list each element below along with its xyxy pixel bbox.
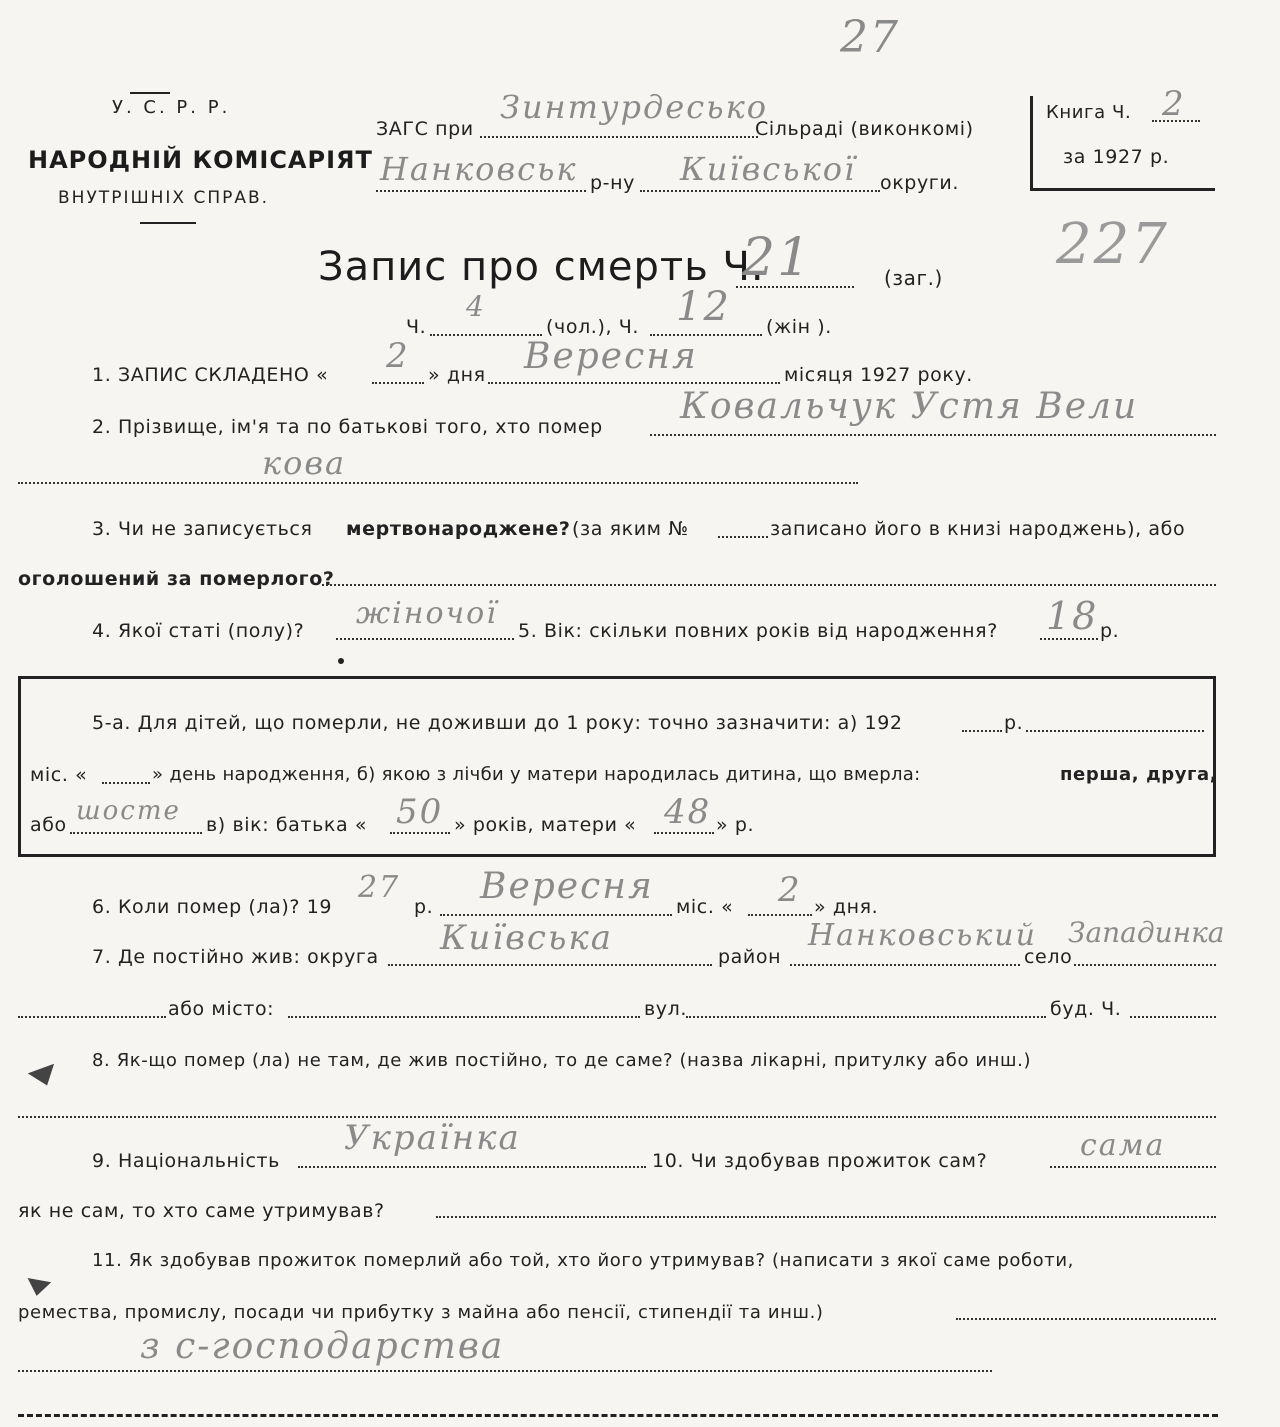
field2-name-field bbox=[650, 434, 1216, 436]
field2-name-value: Ковальчук Устя Вели bbox=[680, 386, 1139, 427]
field10-value: сама bbox=[1080, 1128, 1166, 1163]
field10-line2: як не сам, то хто саме утримував? bbox=[18, 1200, 385, 1222]
field2-name-value-2: кова bbox=[262, 444, 347, 482]
field1-day-value: 2 bbox=[386, 336, 410, 376]
header-department: ВНУТРІШНІХ СПРАВ. bbox=[58, 188, 270, 208]
field5a-order-field bbox=[70, 832, 202, 834]
stamp-number-annotation: 227 bbox=[1056, 212, 1169, 277]
pin-mark-2 bbox=[25, 1278, 51, 1298]
field5a-year-field bbox=[962, 730, 1002, 732]
field7-b: район bbox=[718, 946, 782, 968]
field5a-line3-c: » років, матери « bbox=[454, 814, 637, 836]
field1-mid: » дня bbox=[428, 364, 486, 386]
field5-suffix: р. bbox=[1100, 620, 1120, 642]
record-suffix: (заг.) bbox=[884, 266, 943, 290]
header-divider-top bbox=[130, 92, 170, 94]
rayon-field bbox=[376, 190, 586, 192]
field5a-first-second: перша, друга, bbox=[1060, 764, 1218, 785]
okruga-value: Київської bbox=[680, 150, 857, 188]
field8-field bbox=[18, 1116, 1216, 1118]
field7-selo-field bbox=[1074, 964, 1216, 966]
rayon-label: р-ну bbox=[590, 172, 635, 194]
field5a-line3-b: в) вік: батька « bbox=[206, 814, 368, 836]
field4-label: 4. Якої статі (полу)? bbox=[92, 620, 305, 642]
field7-a: 7. Де постійно жив: округа bbox=[92, 946, 379, 968]
field6-d: » дня. bbox=[814, 896, 879, 918]
field5a-order-value: шосте bbox=[76, 796, 181, 826]
field5a-line1-end: р. bbox=[1004, 712, 1024, 734]
field5a-month-field bbox=[1026, 730, 1204, 732]
field7-rayon-value: Нанковський bbox=[808, 918, 1037, 953]
field8-label: 8. Як-що помер (ла) не там, де жив постійно, то де саме? (назва лікарні, притулку або инш.) bbox=[92, 1050, 1032, 1071]
record-number-value: 21 bbox=[742, 228, 813, 288]
field3-label-c: записано його в книзі народжень), або bbox=[770, 518, 1186, 540]
header-commissariat: НАРОДНІЙ КОМІСАРІЯТ bbox=[28, 146, 373, 174]
field5a-father-value: 50 bbox=[396, 792, 444, 832]
field7-house-field bbox=[1130, 1016, 1216, 1018]
field6-b: р. bbox=[414, 896, 434, 918]
field6-day-field bbox=[748, 914, 812, 916]
field7-line2-b: вул. bbox=[644, 998, 688, 1020]
field5a-line1: 5-а. Для дітей, що померли, не доживши до 1 року: точно зазначити: а) 192 bbox=[92, 712, 903, 734]
field9-label: 9. Національність bbox=[92, 1150, 280, 1172]
book-number-value: 2 bbox=[1162, 84, 1186, 124]
female-label: (жін ). bbox=[766, 316, 832, 338]
field10-label: 10. Чи здобував прожиток сам? bbox=[652, 1150, 988, 1172]
field3-stillborn: мертвонароджене? bbox=[346, 518, 571, 540]
field7-street-field bbox=[686, 1016, 1046, 1018]
female-count-value: 12 bbox=[676, 284, 731, 330]
okruga-label: округи. bbox=[880, 172, 959, 194]
field11-line1: 11. Як здобував прожиток померлий або той, хто його утримував? (написати з якої саме роботи, bbox=[92, 1250, 1074, 1271]
header-divider-bottom bbox=[140, 222, 196, 224]
male-count-value: 4 bbox=[466, 290, 486, 323]
field7-city-prefix-field bbox=[18, 1016, 166, 1018]
field6-day-value: 2 bbox=[778, 870, 802, 910]
book-year: за 1927 р. bbox=[1063, 146, 1170, 168]
header-republic: У. С. Р. Р. bbox=[112, 97, 231, 118]
page-number-annotation: 27 bbox=[840, 12, 900, 63]
field5a-line2-b: » день народження, б) якою з лічби у матери народилась дитина, що вмерла: bbox=[152, 764, 921, 785]
field3-declared-field bbox=[322, 584, 1216, 586]
field5a-mother-field bbox=[654, 832, 714, 834]
book-label: Книга Ч. bbox=[1046, 102, 1132, 123]
field3-declared-dead: оголошений за померлого? bbox=[18, 568, 335, 590]
male-count-label: Ч. bbox=[406, 316, 427, 338]
field6-a: 6. Коли помер (ла)? 19 bbox=[92, 896, 333, 918]
field7-line2-a: або місто: bbox=[168, 998, 275, 1020]
field5-label: 5. Вік: скільки повних років від народження? bbox=[518, 620, 998, 642]
field3-label-a: 3. Чи не записується bbox=[92, 518, 313, 540]
field6-month-value: Вересня bbox=[480, 866, 654, 907]
pin-mark-1 bbox=[28, 1064, 60, 1090]
field1-prefix: 1. ЗАПИС СКЛАДЕНО « bbox=[92, 364, 329, 386]
field1-day-field bbox=[372, 382, 424, 384]
okruga-field bbox=[640, 190, 880, 192]
field7-okruga-field bbox=[388, 964, 712, 966]
field5-age-field bbox=[1040, 638, 1098, 640]
field5a-day-field bbox=[102, 782, 150, 784]
rayon-value: Нанковськ bbox=[380, 150, 578, 188]
field5a-line3-a: або bbox=[30, 814, 67, 836]
field5-age-value: 18 bbox=[1046, 594, 1099, 638]
field7-line2-c: буд. Ч. bbox=[1050, 998, 1122, 1020]
field10-line2-field bbox=[436, 1216, 1216, 1218]
field9-value: Українка bbox=[344, 1118, 521, 1158]
field4-sex-field bbox=[336, 638, 514, 640]
field11-line2: ремества, промислу, посади чи прибутку з майна або пенсії, стипендії та инш.) bbox=[18, 1302, 824, 1323]
zags-value: Зинтурдесько bbox=[500, 88, 768, 126]
field2-name-field-2 bbox=[18, 482, 858, 484]
field11-line2-field bbox=[956, 1318, 1216, 1320]
field9-field bbox=[298, 1166, 646, 1168]
field3-number-field bbox=[718, 536, 768, 538]
field10-field bbox=[1050, 1166, 1216, 1168]
male-label: (чол.), Ч. bbox=[546, 316, 640, 338]
field7-okruga-value: Київська bbox=[440, 918, 614, 958]
bottom-border bbox=[18, 1414, 1218, 1417]
field7-city-field bbox=[288, 1016, 640, 1018]
field1-month-field bbox=[488, 382, 780, 384]
field5a-line2-a: міс. « bbox=[30, 764, 88, 786]
field3-label-b: (за яким № bbox=[572, 518, 689, 540]
field1-month-value: Вересня bbox=[524, 336, 698, 377]
field5a-father-field bbox=[390, 832, 450, 834]
field11-value: з с-господарства bbox=[140, 1326, 505, 1367]
zags-field bbox=[480, 136, 758, 138]
field5a-line3-d: » р. bbox=[716, 814, 755, 836]
field7-c: село bbox=[1024, 946, 1073, 968]
field6-month-field bbox=[440, 914, 672, 916]
zags-label: ЗАГС при bbox=[376, 118, 474, 140]
field2-label: 2. Прізвище, ім'я та по батькові того, хто помер bbox=[92, 416, 603, 438]
field11-value-field bbox=[18, 1370, 992, 1372]
field6-year-value: 27 bbox=[358, 870, 401, 905]
field7-rayon-field bbox=[790, 964, 1020, 966]
silrada-label: Сільраді (виконкомі) bbox=[755, 118, 974, 140]
ink-dot bbox=[338, 658, 344, 664]
field4-sex-value: жіночої bbox=[356, 596, 498, 631]
field6-c: міс. « bbox=[676, 896, 734, 918]
field5a-mother-value: 48 bbox=[664, 792, 712, 832]
record-title: Запис про смерть Ч. bbox=[318, 244, 765, 290]
field7-selo-value: Западинка bbox=[1068, 916, 1225, 949]
field1-suffix: місяця 1927 року. bbox=[784, 364, 973, 386]
